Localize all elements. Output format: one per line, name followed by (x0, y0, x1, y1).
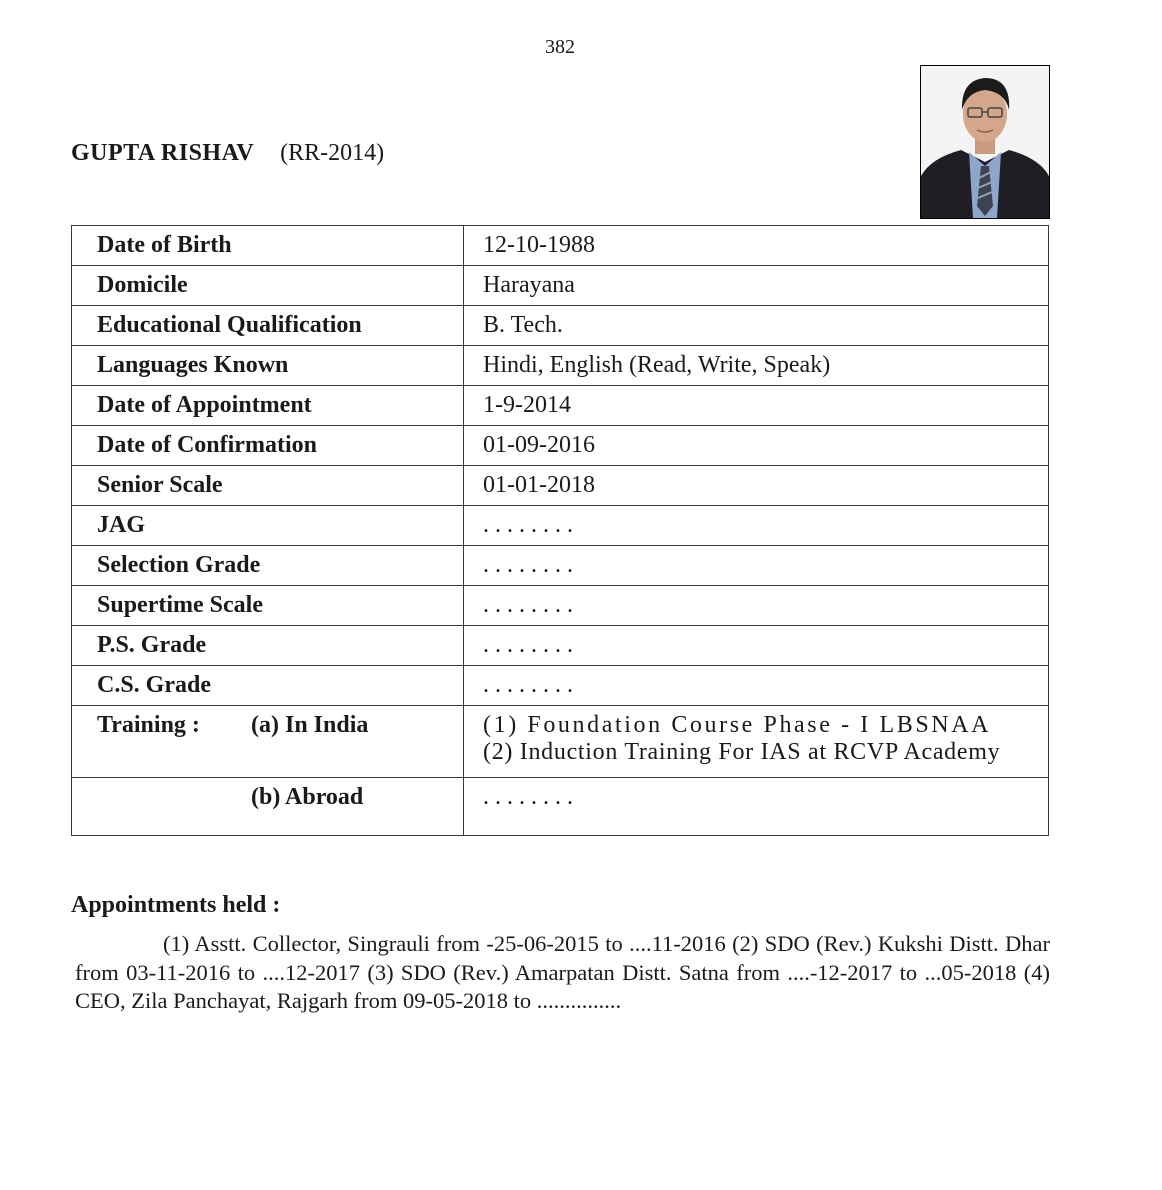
training-abroad-label-cell (72, 778, 464, 836)
training-abroad-value: ........ (464, 778, 1049, 836)
row-value: Harayana (464, 266, 1049, 306)
table-row (72, 306, 1049, 346)
row-value: ........ (464, 586, 1049, 626)
row-value: 01-09-2016 (464, 426, 1049, 466)
training-label-cell (72, 706, 464, 778)
row-label: Selection Grade (72, 546, 464, 586)
officer-photo (920, 65, 1050, 219)
appointments-text: (1) Asstt. Collector, Singrauli from -25-06-2015 to ....11-2016 (2) SDO (Rev.) Kukshi Distt. Dhar from 03-11-2016 to ....12-2017 (3) SDO (Rev.) Amarpatan Distt. Satna from ....-12-2017 to ...05-2018 (4) CEO, Zila Panchayat, Rajgarh from 09-05-2018 to ............... (75, 931, 1050, 1013)
table-row (72, 586, 1049, 626)
table-row (72, 666, 1049, 706)
table-row (72, 626, 1049, 666)
table-row (72, 546, 1049, 586)
row-label: Senior Scale (72, 466, 464, 506)
row-label: Supertime Scale (72, 586, 464, 626)
row-value: 1-9-2014 (464, 386, 1049, 426)
row-value: Hindi, English (Read, Write, Speak) (464, 346, 1049, 386)
officer-heading (71, 140, 384, 167)
officer-name: GUPTA RISHAV (71, 140, 255, 166)
row-value: ........ (464, 666, 1049, 706)
table-row (72, 226, 1049, 266)
row-label: Date of Birth (72, 226, 464, 266)
training-line: (2) Induction Training For IAS at RCVP Academy (483, 739, 1001, 765)
table-row (72, 506, 1049, 546)
row-value: ........ (464, 546, 1049, 586)
row-value: ........ (464, 506, 1049, 546)
table-row (72, 466, 1049, 506)
table-row (72, 426, 1049, 466)
appointments-title: Appointments held : (71, 892, 281, 918)
table-row (72, 346, 1049, 386)
row-value: 01-01-2018 (464, 466, 1049, 506)
row-value: ........ (464, 626, 1049, 666)
profile-table (71, 225, 1049, 836)
row-label: C.S. Grade (72, 666, 464, 706)
row-label: JAG (72, 506, 464, 546)
training-line: (1) Foundation Course Phase - I LBSNAA (483, 712, 992, 738)
row-label: Educational Qualification (72, 306, 464, 346)
training-abroad-label: (b) Abroad (251, 784, 364, 810)
row-label: P.S. Grade (72, 626, 464, 666)
row-value: 12-10-1988 (464, 226, 1049, 266)
row-label: Domicile (72, 266, 464, 306)
training-india-value (464, 706, 1049, 778)
row-label: Date of Appointment (72, 386, 464, 426)
training-india-label: (a) In India (251, 712, 369, 738)
row-label: Languages Known (72, 346, 464, 386)
training-row (72, 706, 1049, 778)
page-number: 382 (545, 36, 575, 58)
row-label: Date of Confirmation (72, 426, 464, 466)
row-value: B. Tech. (464, 306, 1049, 346)
training-label: Training : (97, 712, 200, 738)
table-row (72, 386, 1049, 426)
training-abroad-row (72, 778, 1049, 836)
table-row (72, 266, 1049, 306)
officer-batch: (RR-2014) (280, 140, 385, 166)
